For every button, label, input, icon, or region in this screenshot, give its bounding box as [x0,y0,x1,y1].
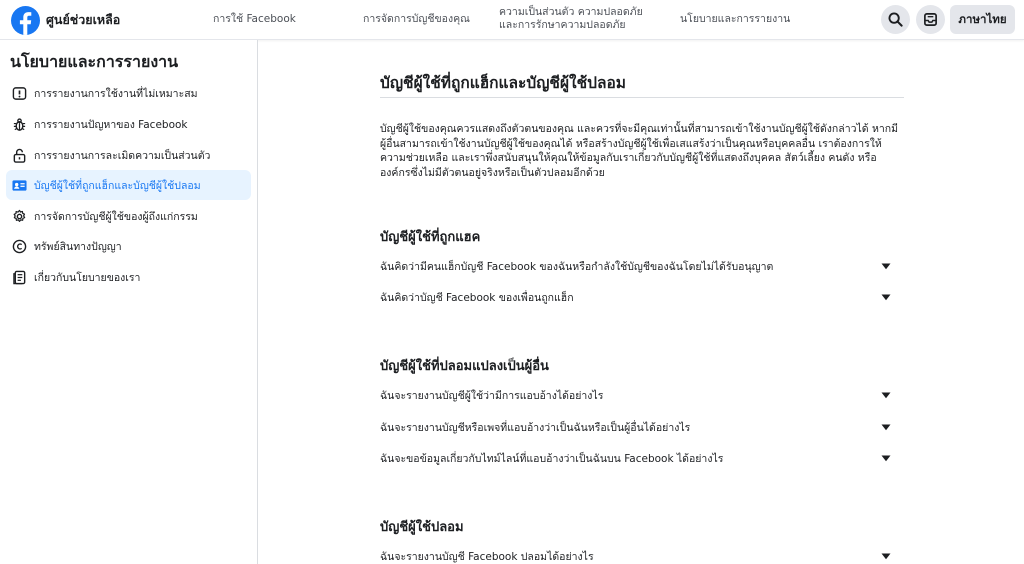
faq-question: ฉันจะขอข้อมูลเกี่ยวกับไทม์ไลน์ที่แอบอ้างว่าเป็นฉันบน Facebook ได้อย่างไร [380,452,724,465]
brand-home-link[interactable] [11,5,120,35]
faq-item[interactable] [380,417,892,437]
section-heading-impersonation: บัญชีผู้ใช้ที่ปลอมแปลงเป็นผู้อื่น [380,359,549,374]
title-divider [380,97,904,98]
language-button[interactable]: ภาษาไทย [950,5,1015,34]
caret-down-icon [880,421,892,433]
caret-down-icon [880,260,892,272]
sidebar-item-label: บัญชีผู้ใช้ที่ถูกแฮ็กและบัญชีผู้ใช้ปลอม [34,179,201,192]
faq-question: ฉันจะรายงานบัญชีผู้ใช้ว่ามีการแอบอ้างได้อย่างไร [380,389,604,402]
nav-privacy-safety-security[interactable]: ความเป็นส่วนตัว ความปลอดภัย และการรักษาความปลอดภัย [499,6,643,31]
caret-down-icon [880,452,892,464]
faq-question: ฉันคิดว่ามีคนแฮ็กบัญชี Facebook ของฉันหรือกำลังใช้บัญชีของฉันโดยไม่ได้รับอนุญาต [380,260,774,273]
copyright-icon [11,238,27,254]
search-icon [888,12,903,27]
sidebar-item-label: การจัดการบัญชีผู้ใช้ของผู้ถึงแก่กรรม [34,210,198,223]
document-icon [11,269,27,285]
sidebar-item-privacy[interactable] [6,140,251,170]
caret-down-icon [880,550,892,562]
sidebar-item-label: เกี่ยวกับนโยบายของเรา [34,271,141,284]
support-inbox-button[interactable] [916,5,945,34]
sidebar-item-label: การรายงานการละเมิดความเป็นส่วนตัว [34,149,211,162]
nav-policies-reporting[interactable]: นโยบายและการรายงาน [680,13,791,25]
nav-using-facebook[interactable]: การใช้ Facebook [213,13,296,25]
help-center-title: ศูนย์ช่วยเหลือ [46,12,121,27]
sidebar-item-abuse[interactable] [6,78,251,108]
sidebar-item-label: ทรัพย์สินทางปัญญา [34,240,122,253]
sidebar-item-about-policies[interactable] [6,262,251,292]
faq-item[interactable] [380,546,892,564]
facebook-logo-icon [11,6,40,35]
sidebar-item-label: การรายงานการใช้งานที่ไม่เหมาะสม [34,87,198,100]
sidebar-item-bug[interactable] [6,109,251,139]
id-card-icon [11,177,27,193]
lock-icon [11,147,27,163]
faq-question: ฉันคิดว่าบัญชี Facebook ของเพื่อนถูกแฮ็ก [380,291,574,304]
sidebar-item-ip[interactable] [6,231,251,261]
search-button[interactable] [881,5,910,34]
inbox-icon [923,12,938,27]
top-navigation-bar [0,0,1024,40]
caret-down-icon [880,291,892,303]
faq-item[interactable] [380,448,892,468]
section-heading-hacked: บัญชีผู้ใช้ที่ถูกแฮค [380,230,481,245]
bug-icon [11,116,27,132]
intro-paragraph: บัญชีผู้ใช้ของคุณควรแสดงถึงตัวตนของคุณ และควรที่จะมีคุณเท่านั้นที่สามารถเข้าใช้งานบัญชีผู้ใช้ดังกล่าวได้ หากมีผู้อื่นสามารถเข้าใช้งานบัญชีผู้ใช้ของคุณได้ หรือสร้างบัญชีผู้ใช้เพื่อเสแสร้งว่าเป็นคุณหรือบุคคลอื่น เราต้องการให้ความช่วยเหลือ และเราพึ่งสนับสนุนให้คุณให้ข้อมูลกับเราเกี่ยวกับบัญชีผู้ใช้ที่แสดงถึงบุคคล สัตว์เลี้ยง คนดัง หรือองค์กรซึ่งไม่มีตัวตนอยู่จริงหรือเป็นตัวปลอมอีกด้วย [380,123,899,179]
faq-question: ฉันจะรายงานบัญชี Facebook ปลอมได้อย่างไร [380,550,594,563]
page-title: บัญชีผู้ใช้ที่ถูกแฮ็กและบัญชีผู้ใช้ปลอม [380,74,626,92]
faq-question: ฉันจะรายงานบัญชีหรือเพจที่แอบอ้างว่าเป็นฉันหรือเป็นผู้อื่นได้อย่างไร [380,421,691,434]
alert-icon [11,85,27,101]
sidebar-item-deceased[interactable] [6,201,251,231]
faq-item[interactable] [380,385,892,405]
nav-managing-account[interactable]: การจัดการบัญชีของคุณ [363,13,470,25]
sidebar-item-hacked-fake[interactable] [6,170,251,200]
caret-down-icon [880,389,892,401]
section-heading-fake: บัญชีผู้ใช้ปลอม [380,520,464,535]
gear-icon [11,208,27,224]
faq-item[interactable] [380,256,892,276]
faq-item[interactable] [380,287,892,307]
sidebar-title: นโยบายและการรายงาน [10,52,179,71]
sidebar [0,40,258,564]
sidebar-item-label: การรายงานปัญหาของ Facebook [34,118,188,131]
